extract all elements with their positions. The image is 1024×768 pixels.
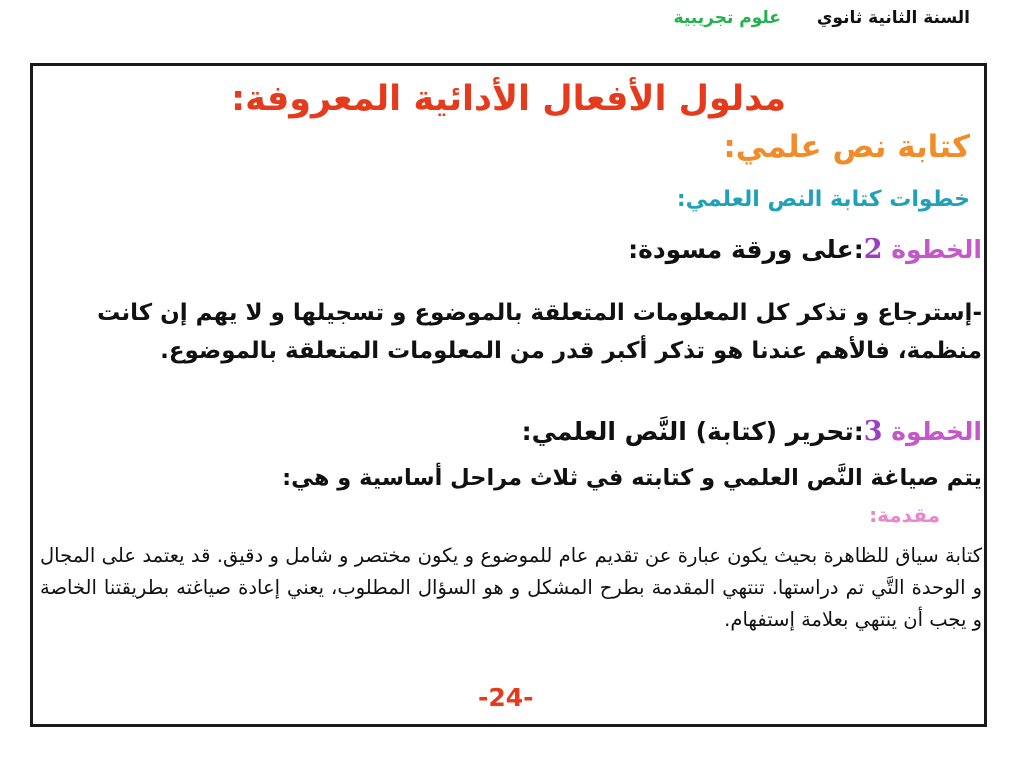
intro-label: مقدمة: [869, 503, 940, 527]
paragraph-introduction: كتابة سياق للظاهرة بحيث يكون عبارة عن تقديم عام للموضوع و يكون مختصر و شامل و دقيق. قد يعتمد على المجال و الوحدة التَّي تم دراستها. تنتهي المقدمة بطرح المشكل و هو السؤال المطلوب، يعني إعادة صياغته بطريقتنا الخاصة و يجب أن ينتهي بعلامة إستفهام. [40, 544, 982, 631]
step-3-number: 3 [863, 416, 883, 447]
step-2-number: 2 [863, 234, 883, 265]
step-3-text: :تحرير (كتابة) النَّص العلمي: [521, 417, 864, 446]
page-title: مدلول الأفعال الأدائية المعروفة: [231, 79, 786, 119]
step-2-heading [628, 234, 982, 265]
stream-label: علوم تجريبية [673, 8, 781, 28]
page-number: -24- [478, 683, 534, 712]
subtitle: كتابة نص علمي: [723, 129, 970, 165]
paragraph-recall: -إسترجاع و تذكر كل المعلومات المتعلقة بالموضوع و تسجيلها و لا يهم إن كانت منظمة، فالأهم عندنا هو تذكر أكبر قدر من المعلومات المتعلقة بالموضوع. [97, 300, 982, 364]
paragraph-stages: يتم صياغة النَّص العلمي و كتابته في ثلاث مراحل أساسية و هي: [282, 465, 982, 491]
grade-label: السنة الثانية ثانوي [816, 8, 970, 28]
step-2-word: الخطوة [891, 235, 982, 264]
page-header [674, 8, 970, 28]
step-3-word: الخطوة [891, 417, 982, 446]
step-2-text: :على ورقة مسودة: [628, 235, 864, 264]
section-heading: خطوات كتابة النص العلمي: [676, 187, 970, 212]
step-3-heading [522, 416, 982, 447]
